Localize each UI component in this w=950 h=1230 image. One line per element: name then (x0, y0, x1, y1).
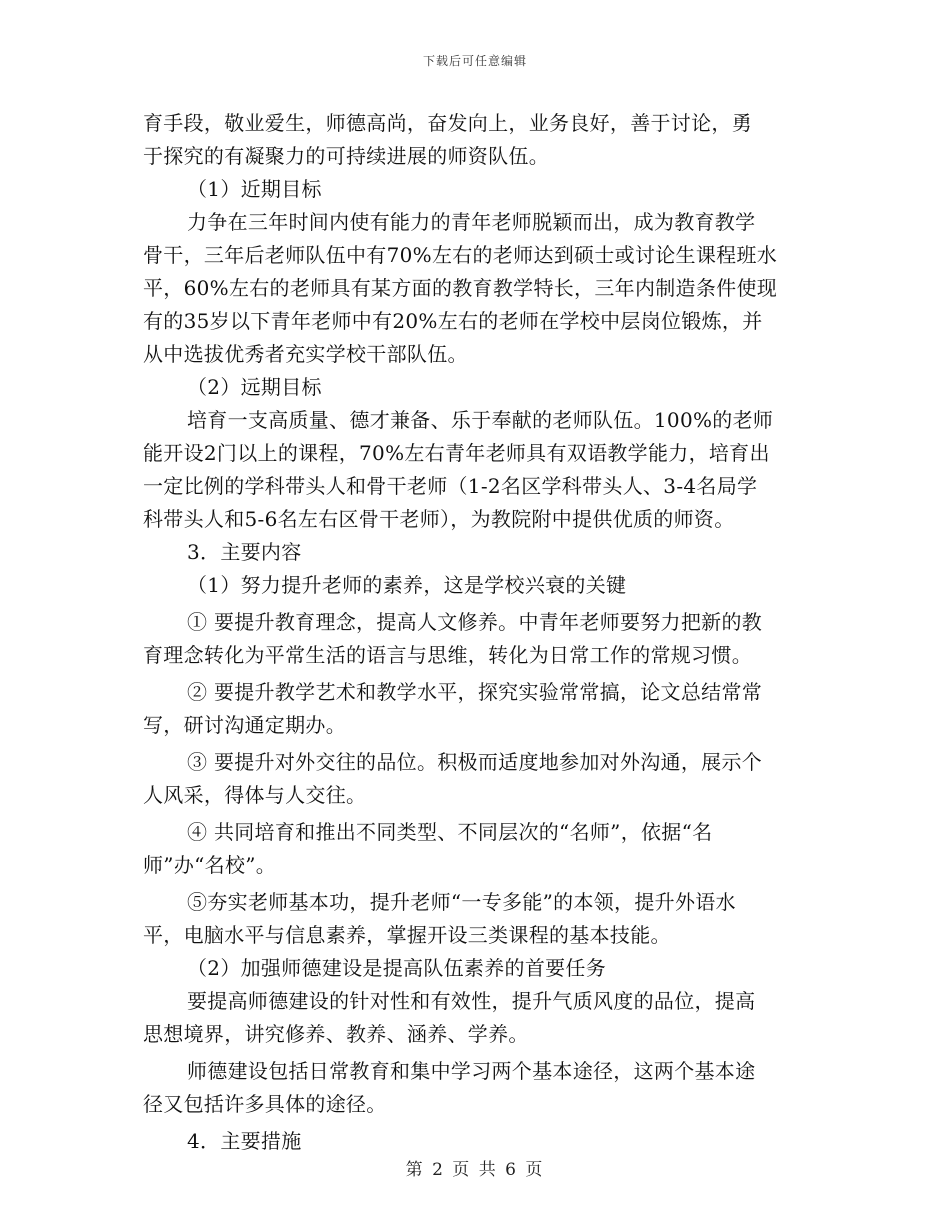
body-line: 人风采，得体与人交往。 (143, 783, 367, 807)
body-line: 骨干，三年后老师队伍中有70%左右的老师达到硕士或讨论生课程班水 (143, 243, 778, 267)
body-line: 力争在三年时间内使有能力的青年老师脱颖而出，成为教育教学 (187, 210, 756, 234)
list-item: ③ 要提升对外交往的品位。积极而适度地参加对外沟通，展示个 (187, 750, 763, 774)
body-line: 平，电脑水平与信息素养，掌握开设三类课程的基本技能。 (143, 923, 671, 947)
body-line: 于探究的有凝聚力的可持续进展的师资队伍。 (143, 144, 549, 168)
body-line: 育手段，敬业爱生，师德高尚，奋发向上，业务良好，善于讨论，勇 (143, 111, 752, 135)
section-heading: 3．主要内容 (187, 540, 302, 564)
list-item: ④ 共同培育和推出不同类型、不同层次的“名师”，依据“名 (187, 820, 713, 844)
body-line: 平，60%左右的老师具有某方面的教育教学特长，三年内制造条件使现 (143, 276, 778, 300)
section-heading: （2）加强师德建设是提高队伍素养的首要任务 (187, 956, 607, 980)
section-heading: （1）努力提升老师的素养，这是学校兴衰的关键 (187, 573, 627, 597)
body-line: 育理念转化为平常生活的语言与思维，转化为日常工作的常规习惯。 (143, 643, 752, 667)
body-line: 培育一支高质量、德才兼备、乐于奉献的老师队伍。100%的老师 (187, 408, 774, 432)
section-heading: （1）近期目标 (187, 177, 322, 201)
body-line: 师”办“名校”。 (143, 853, 277, 877)
body-line: 要提高师德建设的针对性和有效性，提升气质风度的品位，提高 (187, 989, 756, 1013)
page-footer: 第 2 页 共 6 页 (405, 1160, 545, 1180)
body-line: 一定比例的学科带头人和骨干老师（1-2名区学科带头人、3-4名局学 (143, 474, 758, 498)
body-line: 能开设2门以上的课程，70%左右青年老师具有双语教学能力，培育出 (143, 441, 770, 465)
body-line: 科带头人和5-6名左右区骨干老师），为教院附中提供优质的师资。 (143, 507, 735, 531)
list-item: ① 要提升教育理念，提高人文修养。中青年老师要努力把新的教 (187, 610, 763, 634)
body-line: 师德建设包括日常教育和集中学习两个基本途径，这两个基本途 (187, 1059, 756, 1083)
section-heading: （2）远期目标 (187, 375, 322, 399)
body-line: 写，研讨沟通定期办。 (143, 713, 346, 737)
body-line: 从中选拔优秀者充实学校干部队伍。 (143, 342, 468, 366)
body-line: 有的35岁以下青年老师中有20%左右的老师在学校中层岗位锻炼，并 (143, 309, 763, 333)
page-header: 下载后可任意编辑 (422, 54, 527, 68)
section-heading: 4．主要措施 (187, 1129, 302, 1153)
document-body (143, 107, 809, 1158)
list-item: ⑤夯实老师基本功，提升老师“一专多能”的本领，提升外语水 (187, 890, 736, 914)
body-line: 思想境界，讲究修养、教养、涵养、学养。 (143, 1022, 529, 1046)
list-item: ② 要提升教学艺术和教学水平，探究实验常常搞，论文总结常常 (187, 680, 763, 704)
body-line: 径又包括许多具体的途径。 (143, 1092, 387, 1116)
